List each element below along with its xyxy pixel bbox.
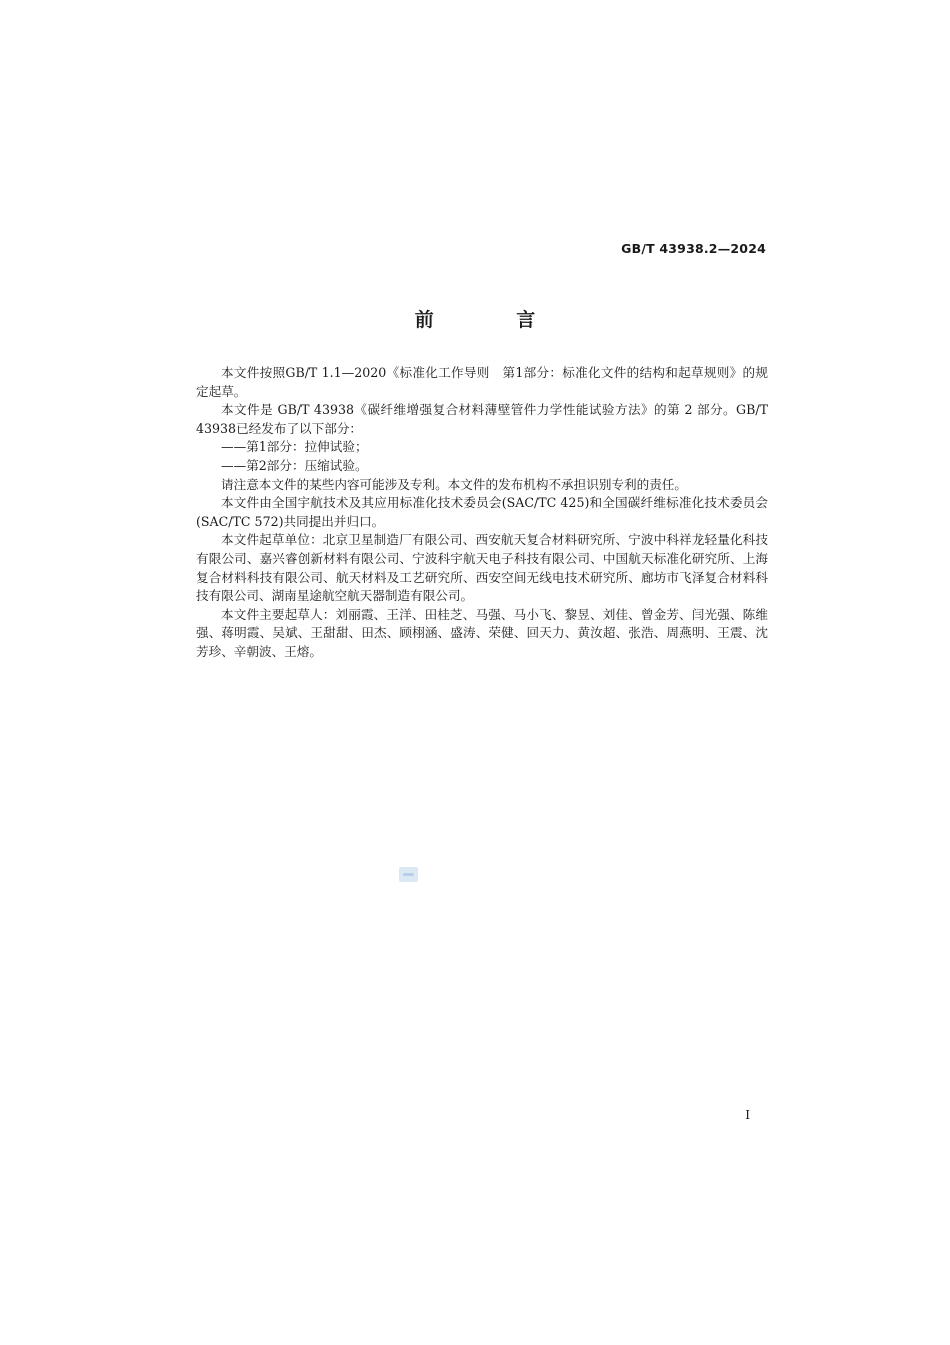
list-item-part-2: ——第2部分：压缩试验。 — [221, 457, 368, 473]
page-title: 前 言 — [414, 309, 574, 331]
paragraph-parts-intro: 本文件是 GB/T 43938《碳纤维增强复合材料薄壁管件力学性能试验方法》的第 2 部分。GB/T 43938已经发布了以下部分： — [196, 402, 768, 436]
paragraph-drafting-units: 本文件起草单位：北京卫星制造厂有限公司、西安航天复合材料研究所、宁波中科祥龙轻量化科技有限公司、嘉兴睿创新材料有限公司、宁波科宇航天电子科技有限公司、中国航天标准化研究所、上海复合材料科技有限公司、航天材料及工艺研究所、西安空间无线电技术研究所、廊坊市飞泽复合材料科技有限公司、湖南星途航空航天器制造有限公司。 — [196, 532, 768, 604]
paragraph-proposer: 本文件由全国宇航技术及其应用标准化技术委员会(SAC/TC 425)和全国碳纤维标准化技术委员会(SAC/TC 572)共同提出并归口。 — [196, 495, 768, 529]
foreword-body — [196, 364, 768, 662]
watermark-icon — [399, 867, 418, 882]
paragraph-drafting-rules: 本文件按照GB/T 1.1—2020《标准化工作导则 第1部分：标准化文件的结构和起草规则》的规定起草。 — [196, 365, 768, 399]
paragraph-drafters: 本文件主要起草人：刘丽霞、王洋、田桂芝、马强、马小飞、黎昱、刘佳、曾金芳、闫光强、陈维强、蒋明霞、吴斌、王甜甜、田杰、顾栩涵、盛涛、荣健、回天力、黄汝超、张浩、周燕明、王震、沈芳珍、辛朝波、王熔。 — [196, 606, 768, 659]
list-item-part-1: ——第1部分：拉伸试验； — [221, 439, 368, 455]
standard-number: GB/T 43938.2—2024 — [621, 241, 766, 256]
page-number: I — [745, 1108, 750, 1122]
paragraph-patent-notice: 请注意本文件的某些内容可能涉及专利。本文件的发布机构不承担识别专利的责任。 — [221, 476, 687, 492]
